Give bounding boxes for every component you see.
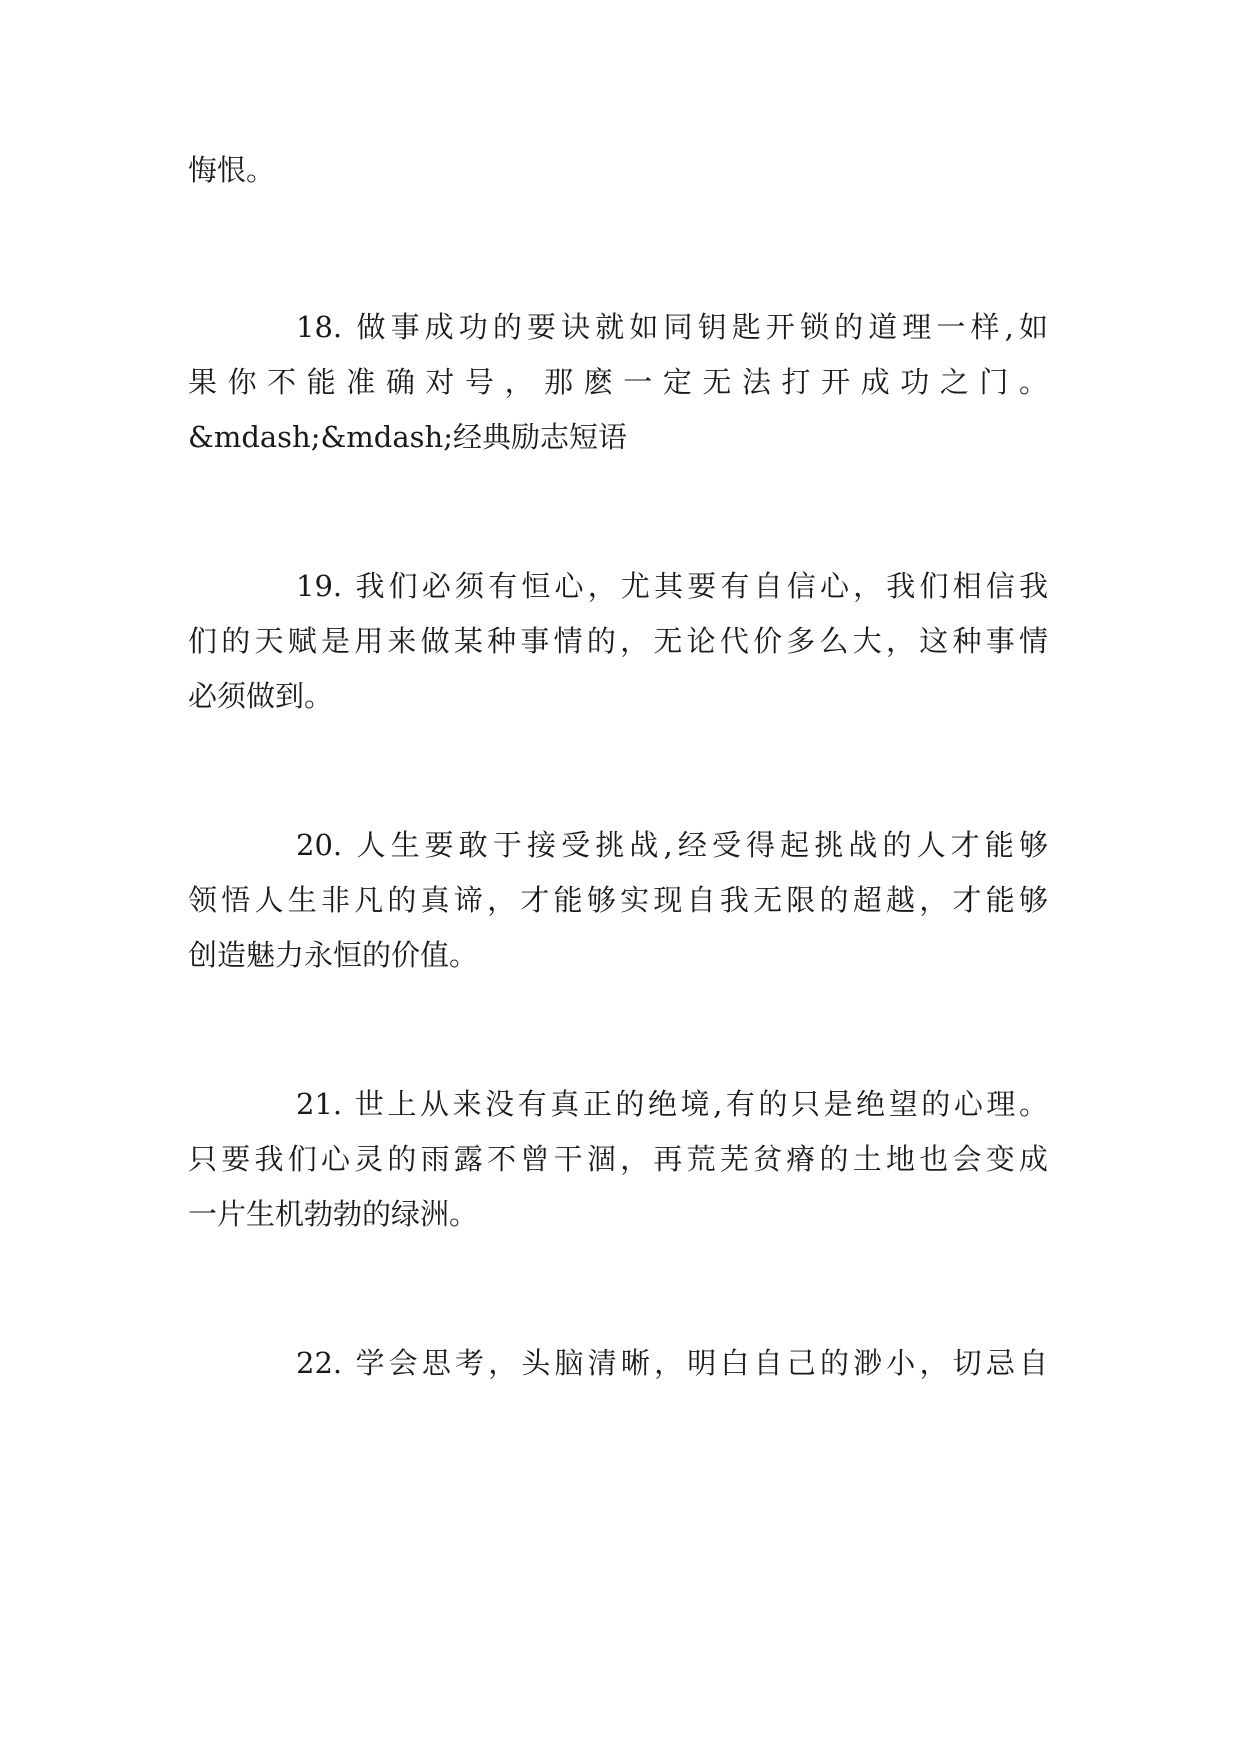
paragraph-21-line-1: 21. 世上从来没有真正的绝境,有的只是绝望的心理。 [296, 1087, 1048, 1121]
paragraph-22-line-1: 22. 学会思考，头脑清晰，明白自己的渺小，切忌自 [296, 1346, 1048, 1380]
paragraph-19-line-3: 必须做到。 [188, 679, 334, 713]
paragraph-19-line-1: 19. 我们必须有恒心，尤其要有自信心，我们相信我 [296, 569, 1048, 603]
paragraph-21-line-2: 只要我们心灵的雨露不曾干涸，再荒芜贫瘠的土地也会变成 [188, 1142, 1048, 1176]
paragraph-20-line-3: 创造魅力永恒的价值。 [188, 938, 479, 972]
paragraph-19-line-2: 们的天赋是用来做某种事情的，无论代价多么大，这种事情 [188, 624, 1048, 658]
paragraph-18-line-3: &mdash;&mdash;经典励志短语 [188, 420, 627, 454]
paragraph-fragment-line: 悔恨。 [188, 153, 276, 187]
paragraph-18-line-2: 果你不能准确对号，那麽一定无法打开成功之门。 [188, 365, 1048, 399]
paragraph-20-line-1: 20. 人生要敢于接受挑战,经受得起挑战的人才能够 [296, 828, 1048, 862]
paragraph-20-line-2: 领悟人生非凡的真谛，才能够实现自我无限的超越，才能够 [188, 883, 1048, 917]
paragraph-21-line-3: 一片生机勃勃的绿洲。 [188, 1197, 479, 1231]
paragraph-18-line-1: 18. 做事成功的要诀就如同钥匙开锁的道理一样,如 [296, 310, 1048, 344]
